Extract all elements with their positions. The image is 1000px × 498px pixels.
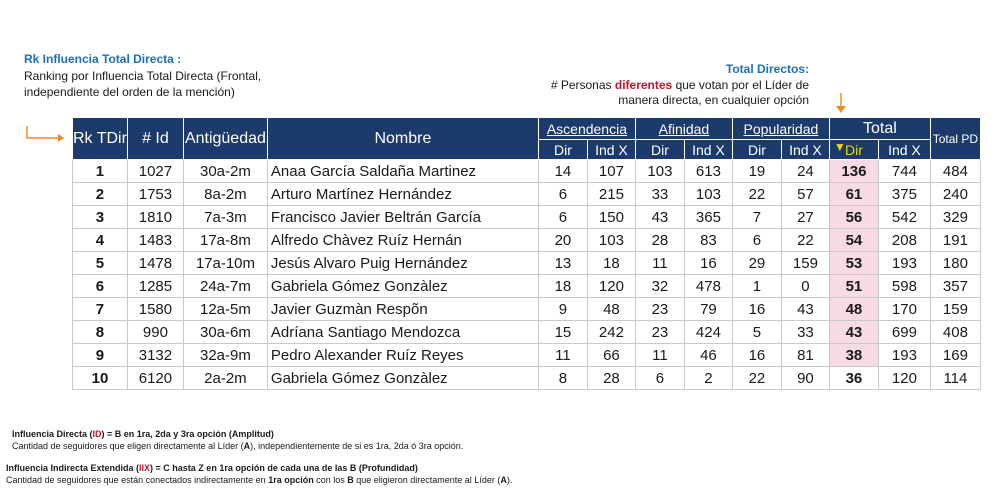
pop-indx-cell: 159: [781, 252, 829, 275]
ranking-description: Ranking por Influencia Total Directa (Frontal, independiente del orden de la mención): [24, 69, 262, 99]
total-pd-cell: 484: [930, 160, 980, 183]
id-cell: 1483: [127, 229, 183, 252]
id-cell: 1580: [127, 298, 183, 321]
pop-indx-cell: 57: [781, 183, 829, 206]
total-indx-cell: 744: [878, 160, 930, 183]
afi-dir-cell: 6: [635, 367, 684, 390]
total-directos-description: # Personas diferentes que votan por el Líder de manera directa, en cualquier opción: [550, 78, 809, 107]
pop-indx-cell: 0: [781, 275, 829, 298]
asc-indx-cell: 107: [587, 160, 635, 183]
id-cell: 1027: [127, 160, 183, 183]
antiguedad-cell: 8a-2m: [183, 183, 267, 206]
pop-dir-cell: 6: [732, 229, 781, 252]
pop-dir-cell: 16: [732, 344, 781, 367]
name-cell: Gabriela Gómez Gonzàlez: [267, 275, 538, 298]
subcol-tot-dir: ▼ Dir: [829, 140, 878, 160]
asc-dir-cell: 11: [538, 344, 587, 367]
rank-cell: 4: [73, 229, 128, 252]
antiguedad-cell: 30a-6m: [183, 321, 267, 344]
asc-dir-cell: 18: [538, 275, 587, 298]
asc-dir-cell: 6: [538, 183, 587, 206]
id-cell: 1285: [127, 275, 183, 298]
pop-indx-cell: 90: [781, 367, 829, 390]
table-row: [73, 183, 981, 206]
asc-dir-cell: 14: [538, 160, 587, 183]
total-indx-cell: 375: [878, 183, 930, 206]
name-cell: Alfredo Chàvez Ruíz Hernán: [267, 229, 538, 252]
afi-dir-cell: 28: [635, 229, 684, 252]
asc-indx-cell: 103: [587, 229, 635, 252]
col-afinidad: Afinidad: [635, 118, 732, 140]
rank-cell: 9: [73, 344, 128, 367]
id-cell: 1810: [127, 206, 183, 229]
asc-dir-cell: 15: [538, 321, 587, 344]
col-ascendencia: Ascendencia: [538, 118, 635, 140]
name-cell: Anaa García Saldaña Martinez: [267, 160, 538, 183]
table-row: [73, 252, 981, 275]
total-dir-cell: 53: [829, 252, 878, 275]
name-cell: Pedro Alexander Ruíz Reyes: [267, 344, 538, 367]
subcol-tot-indx: Ind X: [878, 140, 930, 160]
antiguedad-cell: 2a-2m: [183, 367, 267, 390]
id-cell: 1753: [127, 183, 183, 206]
total-indx-cell: 170: [878, 298, 930, 321]
diferentes-highlight: diferentes: [614, 78, 673, 92]
col-total: Total: [829, 118, 930, 140]
table-row: [73, 160, 981, 183]
antiguedad-cell: 17a-10m: [183, 252, 267, 275]
total-dir-cell: 38: [829, 344, 878, 367]
antiguedad-cell: 7a-3m: [183, 206, 267, 229]
table-row: [73, 206, 981, 229]
pop-dir-cell: 22: [732, 367, 781, 390]
rank-cell: 1: [73, 160, 128, 183]
col-popularidad: Popularidad: [732, 118, 829, 140]
id-cell: 990: [127, 321, 183, 344]
antiguedad-cell: 12a-5m: [183, 298, 267, 321]
afi-indx-cell: 478: [684, 275, 732, 298]
total-pd-cell: 180: [930, 252, 980, 275]
antiguedad-cell: 32a-9m: [183, 344, 267, 367]
total-indx-cell: 193: [878, 252, 930, 275]
total-dir-cell: 56: [829, 206, 878, 229]
asc-indx-cell: 28: [587, 367, 635, 390]
total-pd-cell: 191: [930, 229, 980, 252]
id-cell: 6120: [127, 367, 183, 390]
antiguedad-cell: 30a-2m: [183, 160, 267, 183]
table-row: [73, 367, 981, 390]
pop-dir-cell: 7: [732, 206, 781, 229]
id-cell: 1478: [127, 252, 183, 275]
name-cell: Adríana Santiago Mendozca: [267, 321, 538, 344]
total-dir-cell: 61: [829, 183, 878, 206]
name-cell: Arturo Martínez Hernández: [267, 183, 538, 206]
rank-cell: 3: [73, 206, 128, 229]
name-cell: Gabriela Gómez Gonzàlez: [267, 367, 538, 390]
asc-indx-cell: 18: [587, 252, 635, 275]
asc-indx-cell: 66: [587, 344, 635, 367]
name-cell: Francisco Javier Beltrán García: [267, 206, 538, 229]
total-dir-cell: 48: [829, 298, 878, 321]
total-indx-cell: 120: [878, 367, 930, 390]
asc-dir-cell: 6: [538, 206, 587, 229]
total-indx-cell: 699: [878, 321, 930, 344]
pop-indx-cell: 81: [781, 344, 829, 367]
total-dir-cell: 36: [829, 367, 878, 390]
total-dir-cell: 54: [829, 229, 878, 252]
pop-dir-cell: 29: [732, 252, 781, 275]
total-indx-cell: 208: [878, 229, 930, 252]
total-dir-cell: 51: [829, 275, 878, 298]
afi-indx-cell: 79: [684, 298, 732, 321]
table-row: [73, 344, 981, 367]
afi-indx-cell: 365: [684, 206, 732, 229]
pop-dir-cell: 5: [732, 321, 781, 344]
subcol-afi-dir: Dir: [635, 140, 684, 160]
col-total-pd: Total PD: [930, 118, 980, 160]
rank-cell: 7: [73, 298, 128, 321]
afi-dir-cell: 103: [635, 160, 684, 183]
total-pd-cell: 114: [930, 367, 980, 390]
afi-indx-cell: 46: [684, 344, 732, 367]
table-row: [73, 298, 981, 321]
asc-dir-cell: 9: [538, 298, 587, 321]
subcol-afi-indx: Ind X: [684, 140, 732, 160]
down-arrow-icon: ▼: [833, 140, 846, 154]
col-nombre: Nombre: [267, 118, 538, 160]
col-id: # Id: [127, 118, 183, 160]
arrow-right-icon: [26, 124, 66, 146]
subcol-pop-dir: Dir: [732, 140, 781, 160]
total-pd-cell: 408: [930, 321, 980, 344]
total-pd-cell: 159: [930, 298, 980, 321]
afi-dir-cell: 23: [635, 298, 684, 321]
id-cell: 3132: [127, 344, 183, 367]
name-cell: Jesús Alvaro Puig Hernández: [267, 252, 538, 275]
afi-dir-cell: 33: [635, 183, 684, 206]
afi-dir-cell: 11: [635, 344, 684, 367]
asc-dir-cell: 8: [538, 367, 587, 390]
afi-dir-cell: 11: [635, 252, 684, 275]
afi-indx-cell: 2: [684, 367, 732, 390]
total-dir-cell: 43: [829, 321, 878, 344]
rank-cell: 5: [73, 252, 128, 275]
pop-indx-cell: 33: [781, 321, 829, 344]
total-pd-cell: 357: [930, 275, 980, 298]
total-indx-cell: 598: [878, 275, 930, 298]
arrow-down-icon: [832, 92, 850, 114]
footnote-iix: [6, 462, 512, 486]
pop-dir-cell: 16: [732, 298, 781, 321]
asc-dir-cell: 13: [538, 252, 587, 275]
footnote-id-desc: Cantidad de seguidores que eligen directamente al Líder (A), independientemente de si es 1ra, 2da ó 3ra opción.: [12, 441, 464, 451]
total-indx-cell: 193: [878, 344, 930, 367]
asc-dir-cell: 20: [538, 229, 587, 252]
ranking-title: Rk Influencia Total Directa :: [24, 52, 182, 66]
afi-indx-cell: 424: [684, 321, 732, 344]
total-pd-cell: 169: [930, 344, 980, 367]
rank-cell: 8: [73, 321, 128, 344]
col-rk: Rk TDir: [73, 118, 128, 160]
asc-indx-cell: 215: [587, 183, 635, 206]
pop-dir-cell: 22: [732, 183, 781, 206]
rank-cell: 6: [73, 275, 128, 298]
asc-indx-cell: 120: [587, 275, 635, 298]
ranking-table: [72, 117, 981, 390]
antiguedad-cell: 17a-8m: [183, 229, 267, 252]
pop-dir-cell: 1: [732, 275, 781, 298]
pop-indx-cell: 22: [781, 229, 829, 252]
total-pd-cell: 240: [930, 183, 980, 206]
afi-dir-cell: 43: [635, 206, 684, 229]
col-antiguedad: Antigüedad: [183, 118, 267, 160]
pop-dir-cell: 19: [732, 160, 781, 183]
afi-dir-cell: 32: [635, 275, 684, 298]
afi-indx-cell: 103: [684, 183, 732, 206]
total-pd-cell: 329: [930, 206, 980, 229]
table-row: [73, 275, 981, 298]
footnote-id-title: Influencia Directa (ID) = B en 1ra, 2da y 3ra opción (Amplitud): [12, 429, 274, 439]
asc-indx-cell: 48: [587, 298, 635, 321]
footnote-id: [12, 428, 463, 452]
afi-indx-cell: 83: [684, 229, 732, 252]
pop-indx-cell: 24: [781, 160, 829, 183]
subcol-asc-dir: Dir: [538, 140, 587, 160]
subcol-pop-indx: Ind X: [781, 140, 829, 160]
total-indx-cell: 542: [878, 206, 930, 229]
pop-indx-cell: 27: [781, 206, 829, 229]
subcol-asc-indx: Ind X: [587, 140, 635, 160]
rank-cell: 10: [73, 367, 128, 390]
pop-indx-cell: 43: [781, 298, 829, 321]
table-row: [73, 229, 981, 252]
asc-indx-cell: 150: [587, 206, 635, 229]
total-dir-cell: 136: [829, 160, 878, 183]
afi-dir-cell: 23: [635, 321, 684, 344]
name-cell: Javier Guzmàn Respõn: [267, 298, 538, 321]
afi-indx-cell: 16: [684, 252, 732, 275]
footnote-iix-desc: Cantidad de seguidores que están conectados indirectamente en 1ra opción con los B que eligieron directamente al Líder (A).: [6, 475, 513, 485]
afi-indx-cell: 613: [684, 160, 732, 183]
rank-cell: 2: [73, 183, 128, 206]
antiguedad-cell: 24a-7m: [183, 275, 267, 298]
footnote-iix-title: Influencia Indirecta Extendida (IIX) = C hasta Z en 1ra opción de cada una de las B (Profundidad): [6, 463, 418, 473]
total-directos-title: Total Directos:: [725, 62, 809, 76]
asc-indx-cell: 242: [587, 321, 635, 344]
table-row: [73, 321, 981, 344]
